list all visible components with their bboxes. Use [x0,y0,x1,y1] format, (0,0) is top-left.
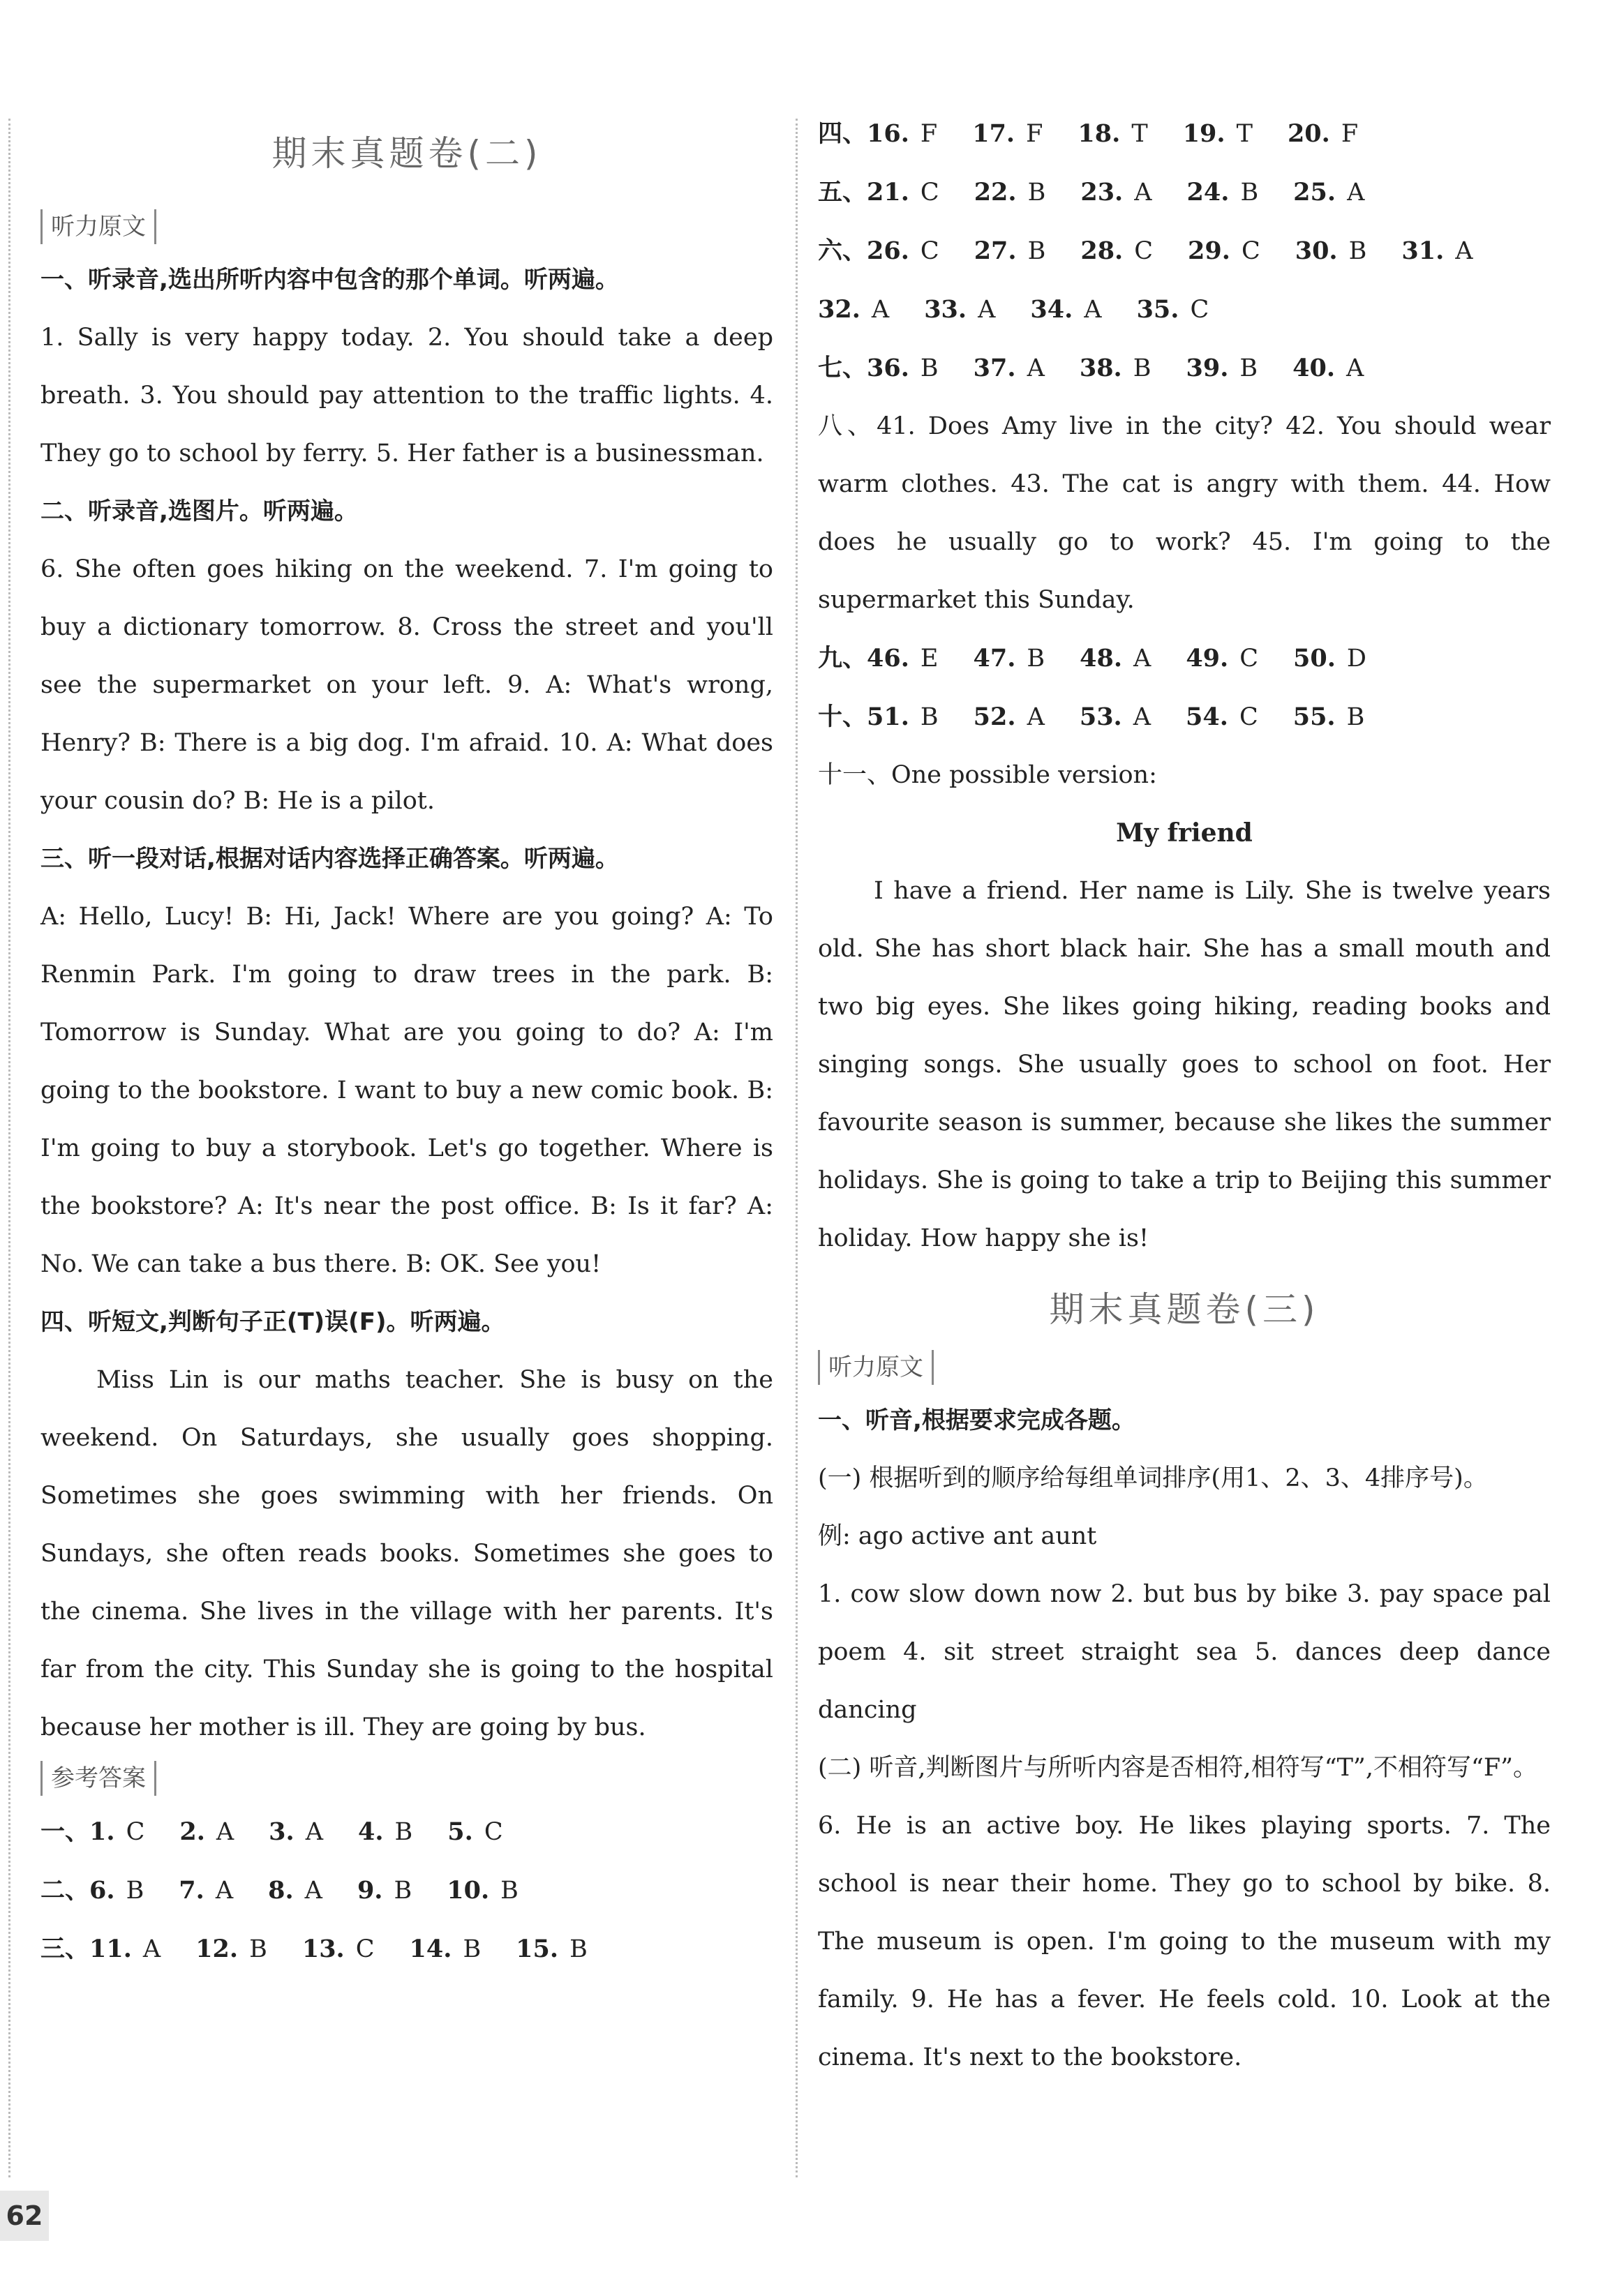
section-3-dialogue: A: Hello, Lucy! B: Hi, Jack! Where are you going? A: To Renmin Park. I'm going to draw trees in the park. B: Tomorrow is Sunday. What are you going to do? A: I'm going to the bookstore. I want to buy a new comic book. B: I'm going to buy a storybook. Let's go together. Where is the bookstore? A: It's near the post office. B: Is it far? A: No. We can take a bus there. B: OK. See you! [40,903,773,1278]
exam-title-3: 期末真题卷(三) [1049,1289,1320,1330]
section-label: 九、 [818,645,867,673]
answer-letter: B [1027,179,1046,207]
answer-letter: A [305,1818,323,1846]
answer-row [818,688,1551,746]
section-label: 四、 [818,120,867,148]
answer-row [818,629,1551,688]
answer-letter: A [1134,179,1152,207]
exam-title-2: 期末真题卷(二) [271,133,542,174]
answer-row [818,280,1551,339]
answer-letter: A [871,296,890,324]
question-number: 49. [1186,644,1229,673]
question-number: 16. [867,119,909,148]
question-number: 4. [358,1817,384,1846]
essay-title: My friend [1116,818,1253,848]
listening-script-tag: 听力原文 [40,209,156,244]
question-number: 38. [1079,354,1122,382]
question-number: 35. [1136,295,1179,324]
question-number: 37. [973,354,1016,382]
example-line: 例: ago active ant aunt [818,1522,1097,1550]
answer-letter: C [1134,237,1154,265]
page-number: 62 [0,2191,49,2241]
answer-letter: T [1131,120,1148,148]
answer-letter: B [920,354,939,382]
answer-letter: D [1346,645,1366,673]
section-label: 十、 [818,703,867,731]
section-3-heading: 三、听一段对话,根据对话内容选择正确答案。听两遍。 [40,845,619,873]
question-number: 55. [1292,703,1336,731]
question-number: 22. [974,178,1017,207]
essay-text: I have a friend. Her name is Lily. She is twelve years old. She has short black hair. She has a small mouth and two big eyes. She likes going hiking, reading books and singing songs. She usually goes to school on foot. Her favourite season is summer, because she likes the summer holidays. She is going to take a trip to Beijing this summer holiday. How happy she is! [818,877,1551,1252]
answer-row [40,1803,773,1861]
question-number: 26. [867,237,909,265]
subsection-2-text: 6. He is an active boy. He likes playing sports. 7. The school is near their home. They go to school by bike. 8. The museum is open. I'm going to the museum with my family. 9. He has a fever. He feels cold. 10. Look at the cinema. It's next to the bookstore. [818,1812,1551,2071]
answer-letter: B [126,1877,144,1905]
left-column [40,105,773,1979]
left-margin-dotted-line [8,119,10,2177]
answer-letter: A [1133,645,1151,673]
question-number: 51. [867,703,909,731]
question-number: 32. [818,295,860,324]
answer-letter: B [394,1877,412,1905]
answer-letter: F [1026,120,1043,148]
question-number: 18. [1078,119,1121,148]
question-number: 47. [973,644,1016,673]
question-number: 31. [1401,237,1445,265]
answer-letter: B [1239,354,1258,382]
section-label: 五、 [818,179,867,207]
section-8-answers: 八、41. Does Amy live in the city? 42. You should wear warm clothes. 43. The cat is angry with them. 44. How does he usually go to work? 45. I'm going to the supermarket this Sunday. [818,412,1551,614]
question-number: 15. [516,1935,559,1963]
column-divider [796,119,798,2177]
answer-letter: C [1239,645,1258,673]
answer-letter: C [126,1818,145,1846]
question-number: 10. [447,1876,490,1905]
question-number: 2. [179,1817,205,1846]
answer-key-tag: 参考答案 [40,1761,156,1796]
question-number: 40. [1292,354,1336,382]
answer-row [818,222,1551,280]
question-number: 54. [1186,703,1228,731]
answer-letter: C [920,237,939,265]
left-answers [40,1803,773,1979]
answer-letter: A [216,1818,234,1846]
question-number: 50. [1293,644,1336,673]
question-number: 11. [89,1935,132,1963]
answer-letter: B [1133,354,1151,382]
answer-letter: B [463,1935,482,1963]
question-number: 9. [357,1876,383,1905]
answer-row [40,1920,773,1979]
answer-letter: B [1027,237,1046,265]
question-number: 24. [1186,178,1230,207]
answer-letter: C [1190,296,1209,324]
question-number: 14. [409,1935,452,1963]
question-number: 5. [447,1817,473,1846]
answer-letter: C [355,1935,375,1963]
question-number: 48. [1080,644,1123,673]
question-number: 34. [1030,295,1073,324]
answer-letter: C [1241,237,1260,265]
section-label: 二、 [40,1877,90,1905]
question-number: 30. [1295,237,1338,265]
answer-row [818,105,1551,163]
answer-letter: F [920,120,938,148]
answer-letter: A [1347,179,1365,207]
question-number: 39. [1186,354,1229,382]
answer-letter: E [920,645,939,673]
answer-row [818,339,1551,398]
section-label: 六、 [818,237,867,265]
answer-letter: A [978,296,996,324]
answer-letter: C [920,179,939,207]
answer-letter: A [1027,354,1045,382]
question-number: 12. [195,1935,239,1963]
section-1-heading-3: 一、听音,根据要求完成各题。 [818,1406,1135,1434]
answer-letter: B [920,703,939,731]
answer-letter: T [1236,120,1253,148]
question-number: 20. [1287,119,1330,148]
question-number: 19. [1182,119,1225,148]
answer-letter: A [1133,703,1151,731]
answer-letter: B [569,1935,588,1963]
question-number: 27. [974,237,1017,265]
question-number: 25. [1293,178,1336,207]
listening-script-tag-3: 听力原文 [818,1350,934,1385]
answer-letter: C [1239,703,1258,731]
answer-letter: C [484,1818,503,1846]
answer-letter: A [142,1935,161,1963]
section-4-heading: 四、听短文,判断句子正(T)误(F)。听两遍。 [40,1308,505,1336]
answer-letter: B [1346,703,1365,731]
answer-letter: A [1084,296,1102,324]
section-11-intro: 十一、One possible version: [818,761,1157,789]
answer-letter: B [500,1877,519,1905]
question-number: 33. [924,295,967,324]
right-column [818,105,1551,2087]
answer-letter: B [249,1935,267,1963]
section-2-text: 6. She often goes hiking on the weekend. 7. I'm going to buy a dictionary tomorrow. 8. Cross the street and you'll see the supermarket on your left. 9. A: What's wrong, Henry? B: There is a big dog. I'm afraid. 10. A: What does your cousin do? B: He is a pilot. [40,555,773,815]
answer-row [40,1861,773,1920]
section-label: 一、 [40,1818,90,1846]
answer-letter: F [1341,120,1359,148]
question-number: 13. [301,1935,345,1963]
question-number: 29. [1188,237,1230,265]
question-number: 36. [867,354,909,382]
answer-letter: A [304,1877,322,1905]
question-number: 1. [89,1817,115,1846]
question-number: 28. [1080,237,1124,265]
subsection-1-instruction: (一) 根据听到的顺序给每组单词排序(用1、2、3、4排序号)。 [818,1464,1488,1492]
section-4-passage: Miss Lin is our maths teacher. She is busy on the weekend. On Saturdays, she usually goes shopping. Sometimes she goes swimming with her friends. On Sundays, she often reads books. Sometimes she goes to the cinema. She lives in the village with her parents. It's far from the city. This Sunday she is going to the hospital because her mother is ill. They are going by bus. [40,1366,773,1741]
answer-letter: B [394,1818,413,1846]
question-number: 17. [972,119,1015,148]
answer-letter: A [215,1877,234,1905]
answer-letter: B [1348,237,1367,265]
section-2-heading: 二、听录音,选图片。听两遍。 [40,497,358,525]
answer-row [818,163,1551,222]
question-number: 3. [269,1817,295,1846]
answer-letter: A [1027,703,1045,731]
question-number: 8. [268,1876,294,1905]
section-1-heading: 一、听录音,选出所听内容中包含的那个单词。听两遍。 [40,266,619,294]
subsection-1-text: 1. cow slow down now 2. but bus by bike 3. pay space pal poem 4. sit street straight sea 5. dances deep dance dancing [818,1580,1551,1724]
question-number: 6. [89,1876,115,1905]
section-1-text: 1. Sally is very happy today. 2. You should take a deep breath. 3. You should pay attention to the traffic lights. 4. They go to school by ferry. 5. Her father is a businessman. [40,324,773,467]
question-number: 7. [179,1876,204,1905]
subsection-2-instruction: (二) 听音,判断图片与所听内容是否相符,相符写“T”,不相符写“F”。 [818,1754,1538,1782]
question-number: 46. [867,644,909,673]
answer-letter: A [1346,354,1364,382]
question-number: 53. [1079,703,1122,731]
question-number: 23. [1080,178,1124,207]
answer-letter: A [1455,237,1473,265]
section-label: 三、 [40,1935,90,1963]
answer-letter: B [1027,645,1045,673]
question-number: 21. [867,178,909,207]
section-label: 七、 [818,354,867,382]
answer-letter: B [1240,179,1259,207]
question-number: 52. [973,703,1016,731]
